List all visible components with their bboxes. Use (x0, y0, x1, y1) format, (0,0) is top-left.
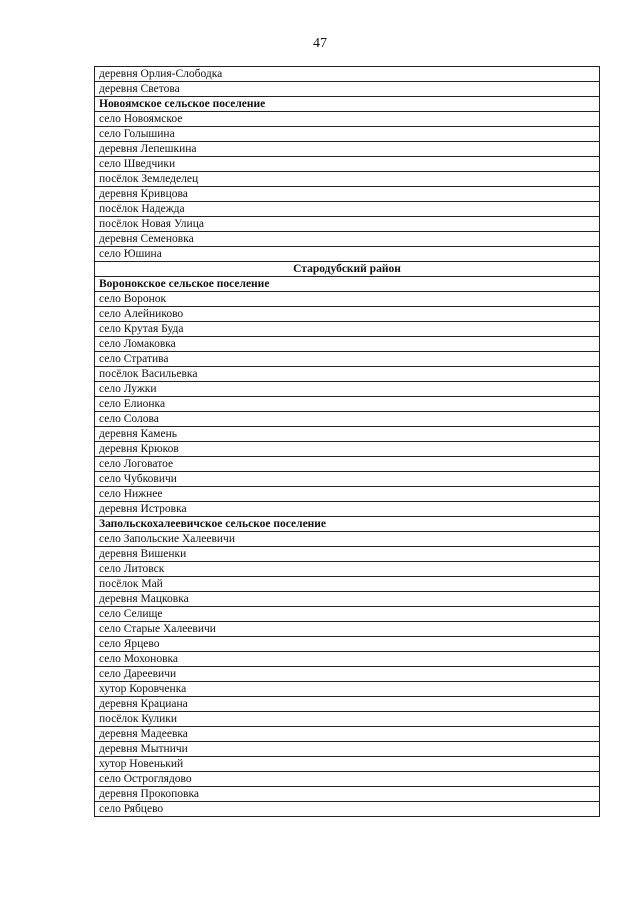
table-row (95, 367, 600, 382)
table-cell: посёлок Надежда (95, 202, 600, 217)
table-cell: село Дареевичи (95, 667, 600, 682)
table-cell: деревня Истровка (95, 502, 600, 517)
table-row (95, 397, 600, 412)
table-row (95, 67, 600, 82)
table-row (95, 787, 600, 802)
table-cell: село Остроглядово (95, 772, 600, 787)
table-cell: Новоямское сельское поселение (95, 97, 600, 112)
table-row (95, 562, 600, 577)
table-cell: деревня Кривцова (95, 187, 600, 202)
table-cell: село Селище (95, 607, 600, 622)
table-row (95, 352, 600, 367)
table-row (95, 577, 600, 592)
table-row (95, 127, 600, 142)
table-cell: хутор Новенький (95, 757, 600, 772)
table-row (95, 232, 600, 247)
table-row (95, 442, 600, 457)
table-cell: деревня Камень (95, 427, 600, 442)
table-cell: Стародубский район (95, 262, 600, 277)
table-cell: село Новоямское (95, 112, 600, 127)
table-cell: Воронокское сельское поселение (95, 277, 600, 292)
table-row (95, 712, 600, 727)
table-cell: село Солова (95, 412, 600, 427)
table-row (95, 307, 600, 322)
table-row (95, 532, 600, 547)
table-row (95, 427, 600, 442)
table-row (95, 757, 600, 772)
table-cell: посёлок Новая Улица (95, 217, 600, 232)
table-cell: посёлок Кулики (95, 712, 600, 727)
table-row (95, 157, 600, 172)
district-heading-row (95, 262, 600, 277)
table-cell: посёлок Васильевка (95, 367, 600, 382)
table-row (95, 697, 600, 712)
table-row (95, 472, 600, 487)
table-cell: посёлок Земледелец (95, 172, 600, 187)
table-cell: село Юшина (95, 247, 600, 262)
table-row (95, 142, 600, 157)
table-cell: деревня Прокоповка (95, 787, 600, 802)
table-row (95, 172, 600, 187)
settlement-heading-row (95, 517, 600, 532)
table-cell: село Нижнее (95, 487, 600, 502)
table-row (95, 637, 600, 652)
table-row (95, 652, 600, 667)
table-cell: деревня Орлия-Слободка (95, 67, 600, 82)
settlement-heading-row (95, 97, 600, 112)
table-row (95, 547, 600, 562)
table-cell: село Чубковичи (95, 472, 600, 487)
table-row (95, 802, 600, 817)
table-row (95, 667, 600, 682)
table-row (95, 217, 600, 232)
page-number: 47 (313, 36, 327, 51)
table-row (95, 487, 600, 502)
table-row (95, 292, 600, 307)
table-cell: село Елионка (95, 397, 600, 412)
table-cell: деревня Вишенки (95, 547, 600, 562)
settlement-heading-row (95, 277, 600, 292)
table-cell: деревня Крациана (95, 697, 600, 712)
table-cell: село Алейниково (95, 307, 600, 322)
table-cell: деревня Мацковка (95, 592, 600, 607)
table-row (95, 187, 600, 202)
table-cell: село Лужки (95, 382, 600, 397)
table-cell: село Голышина (95, 127, 600, 142)
table-row (95, 607, 600, 622)
table-cell: деревня Мадеевка (95, 727, 600, 742)
settlements-table (94, 66, 600, 817)
table-cell: село Крутая Буда (95, 322, 600, 337)
table-row (95, 412, 600, 427)
table-row (95, 112, 600, 127)
table-row (95, 772, 600, 787)
table-cell: деревня Лепешкина (95, 142, 600, 157)
table-cell: деревня Крюков (95, 442, 600, 457)
table-row (95, 502, 600, 517)
table-cell: село Рябцево (95, 802, 600, 817)
table-row (95, 202, 600, 217)
table-body (95, 67, 600, 817)
table-cell: село Ярцево (95, 637, 600, 652)
table-row (95, 622, 600, 637)
table-cell: село Литовск (95, 562, 600, 577)
table-cell: деревня Светова (95, 82, 600, 97)
table-cell: посёлок Май (95, 577, 600, 592)
table-cell: село Запольские Халеевичи (95, 532, 600, 547)
table-cell: Запольскохалеевичское сельское поселение (95, 517, 600, 532)
table-row (95, 742, 600, 757)
table-cell: село Воронок (95, 292, 600, 307)
table-row (95, 457, 600, 472)
table-cell: село Старые Халеевичи (95, 622, 600, 637)
table-row (95, 82, 600, 97)
table-cell: хутор Коровченка (95, 682, 600, 697)
table-row (95, 592, 600, 607)
table-cell: село Ломаковка (95, 337, 600, 352)
table-row (95, 682, 600, 697)
table-cell: деревня Семеновка (95, 232, 600, 247)
table-cell: село Мохоновка (95, 652, 600, 667)
table-cell: село Стратива (95, 352, 600, 367)
table-cell: село Шведчики (95, 157, 600, 172)
table-cell: деревня Мытничи (95, 742, 600, 757)
table-row (95, 727, 600, 742)
table-row (95, 337, 600, 352)
table-row (95, 247, 600, 262)
table-row (95, 322, 600, 337)
table-row (95, 382, 600, 397)
table-cell: село Логоватое (95, 457, 600, 472)
